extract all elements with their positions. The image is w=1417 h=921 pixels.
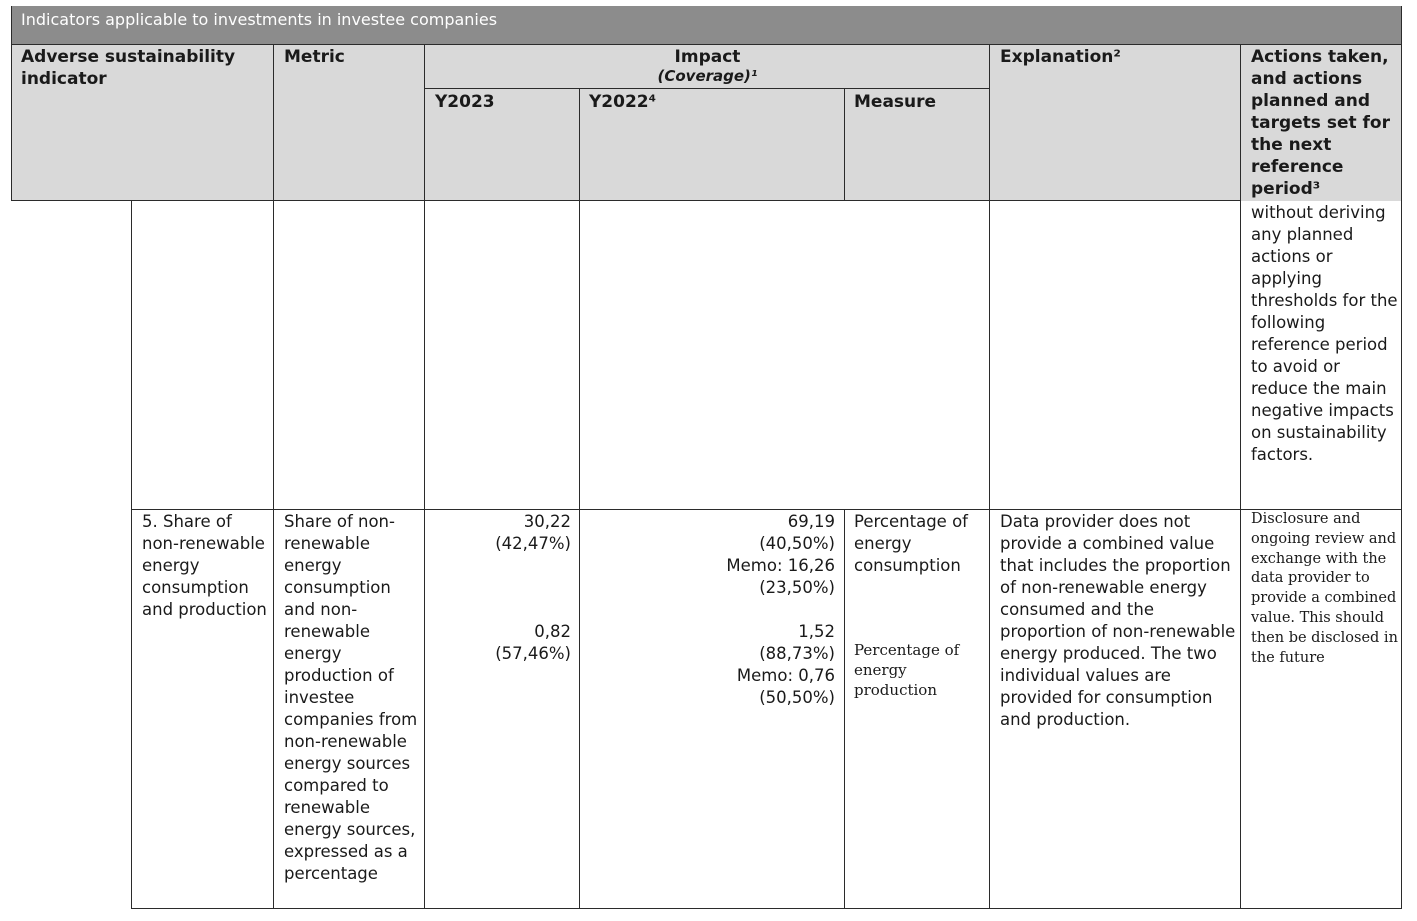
grid-line (425, 88, 990, 89)
grid-line (989, 44, 990, 909)
grid-line (11, 200, 1240, 201)
row5-y2023-consumption-value: 30,22 (523, 512, 571, 531)
header-metric: Metric (284, 47, 345, 67)
header-y2023: Y2023 (435, 92, 495, 112)
grid-line (131, 509, 1402, 510)
row5-y2022-consumption-value: 69,19 (787, 512, 835, 531)
grid-line (844, 88, 845, 201)
table-title: Indicators applicable to investments in investee companies (11, 6, 1402, 44)
header-indicator: Adverse sustainability indicator (21, 47, 236, 89)
row5-actions: Disclosure and ongoing review and exchange with the data provider to provide a combined value. This should then be disclosed in the future (1251, 511, 1398, 666)
row5-y2023-production-coverage: (57,46%) (495, 644, 571, 663)
grid-line (273, 44, 274, 909)
grid-line (1240, 44, 1241, 909)
header-y2022: Y2022⁴ (589, 92, 657, 112)
row5-explanation: Data provider does not provide a combined value that includes the proportion of non-renewable energy consumed and the proportion of non-renewable energy produced. The two individual values are provided for consumption and production. (1000, 512, 1236, 729)
grid-line (11, 6, 12, 200)
row5-y2022-production-coverage: (88,73%) (759, 644, 835, 663)
continued-actions-text: without deriving any planned actions or applying thresholds for the following reference period to avoid or reduce the main negative impacts on sustainability factors. (1251, 203, 1398, 464)
row5-measure-consumption: Percentage of energy consumption (854, 512, 968, 575)
row5-y2022-production-value: 1,52 (798, 622, 835, 641)
grid-line (844, 509, 845, 909)
row5-y2022-consumption-memo-coverage: (23,50%) (759, 578, 835, 597)
grid-line (1401, 6, 1402, 909)
grid-line (131, 908, 1402, 909)
row5-y2022-production-memo: Memo: 0,76 (736, 666, 835, 685)
grid-line (131, 200, 132, 909)
row5-indicator: 5. Share of non-renewable energy consumption and production (142, 512, 267, 619)
row5-y2023-consumption-coverage: (42,47%) (495, 534, 571, 553)
header-actions: Actions taken, and actions planned and targets set for the next reference period³ (1251, 47, 1390, 199)
header-impact: Impact (674, 47, 741, 67)
header-measure: Measure (854, 92, 937, 112)
header-coverage: (Coverage)¹ (657, 67, 758, 85)
row5-y2022-production-memo-coverage: (50,50%) (759, 688, 835, 707)
row5-y2023-production-value: 0,82 (534, 622, 571, 641)
row5-y2022-consumption-memo: Memo: 16,26 (726, 556, 835, 575)
row5-y2022-consumption-coverage: (40,50%) (759, 534, 835, 553)
grid-line (424, 44, 425, 909)
row5-measure-production: Percentage of energy production (854, 641, 960, 699)
grid-line (579, 88, 580, 909)
row5-metric: Share of non-renewable energy consumption and non-renewable energy production of investee companies from non-renewable energy sources compared to renewable energy sources, expressed as a percentage (284, 512, 418, 883)
header-explanation: Explanation² (1000, 47, 1121, 67)
grid-line (11, 44, 1402, 45)
